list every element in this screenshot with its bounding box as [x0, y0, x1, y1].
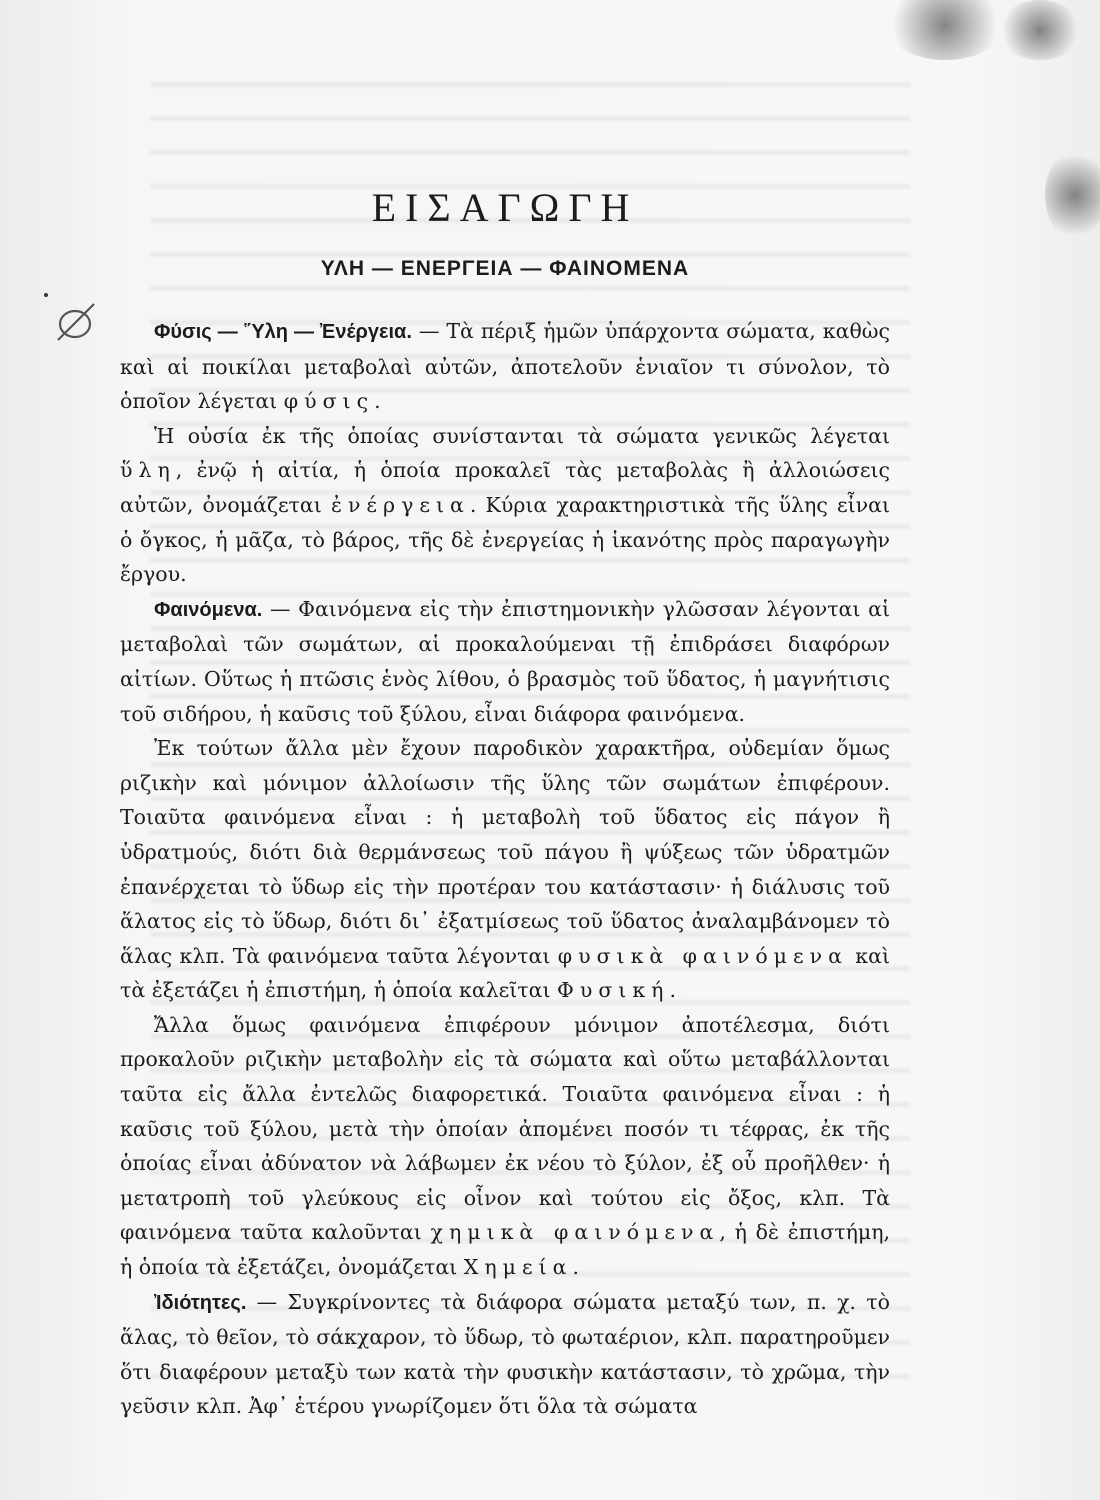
paragraph — [120, 1285, 890, 1424]
stray-dot — [44, 293, 48, 297]
paragraph-text: . — [374, 389, 381, 414]
chapter-subtitle: ΥΛΗ — ΕΝΕΡΓΕΙΑ — ΦΑΙΝΟΜΕΝΑ — [320, 257, 690, 280]
ink-smudge — [885, 0, 1005, 60]
paragraph-text: . — [669, 978, 676, 1003]
paragraph-heading-term: Φαινόμενα. — [154, 598, 263, 621]
chapter-title: ΕΙΣΑΓΩΓΗ — [371, 185, 639, 230]
paragraph-text: — Συγκρίνοντες τὰ διάφορα σώματα μεταξύ των, π. χ. τὸ ἅλας, τὸ θεῖον, τὸ σάκχαρον, τὸ ὕδωρ, τὸ φωταέριον, κλπ. παρατηροῦμεν ὅτι διαφέρουν μεταξὺ των κατὰ τὴν φυσικὴν κατάστασιν, τὸ χρῶμα, τὴν γεῦσιν κλπ. Ἀφ᾽ ἑτέρου γνωρίζομεν ὅτι ὅλα τὰ σώματα — [120, 1289, 890, 1419]
paragraph-text: καὶ τὰ ἐξετάζει ἡ ἐπιστήμη, ἡ ὁποία καλεῖται — [120, 943, 890, 1003]
document-body — [120, 180, 890, 1424]
paragraph-heading-term: Φύσις — Ὕλη — Ἐνέργεια. — [154, 321, 412, 343]
paragraph-text: Ἄλλα ὅμως φαινόμενα ἐπιφέρουν μόνιμον ἀποτέλεσμα, διότι προκαλοῦν ριζικὴν μεταβολὴν εἰς τὰ σώματα καὶ οὕτω μεταβάλλονται ταῦτα εἰς ἄλλα ἐντελῶς διαφορετικά. Τοιαῦτα φαινόμενα εἶναι : ἡ καῦσις τοῦ ξύλου, μετὰ τὴν ὁποίαν ἀπομένει ποσόν τι τέφρας, ἐκ τῆς ὁποίας εἶναι ἀδύνατον νὰ λάβωμεν ἐκ νέου τὸ ξύλον, ἐξ οὗ προῆλθεν· ἡ μετατροπὴ τοῦ γλεύκους εἰς οἶνον καὶ τούτου εἰς ὄξος, κλπ. Τὰ φαινόμενα ταῦτα καλοῦνται — [120, 1012, 890, 1245]
paragraph-heading-term: Ἰδιότητες. — [154, 1291, 247, 1314]
spaced-emphasis-term: ἐνέργεια — [330, 492, 470, 517]
paragraph — [120, 1008, 890, 1285]
paragraph — [120, 419, 890, 592]
paragraph — [120, 731, 890, 1008]
paragraph-text: , ἡ δὲ ἐπιστήμη, ἡ ὁποία τὰ ἐξετάζει, ὀνομάζεται — [120, 1220, 890, 1280]
spaced-emphasis-term: Χημεία — [463, 1255, 573, 1280]
spaced-emphasis-term: φυσικὰ φαινόμενα — [557, 943, 848, 968]
pencil-margin-mark-icon — [52, 300, 102, 344]
spaced-emphasis-term: ὕλη — [120, 458, 176, 483]
ink-smudge — [1045, 150, 1100, 240]
paragraph-text: Ἡ οὐσία ἐκ τῆς ὁποίας συνίστανται τὰ σώματα γενικῶς λέγεται — [154, 423, 890, 448]
paragraph-text: — Φαινόμενα εἰς τὴν ἐπιστημονικὴν γλῶσσαν λέγονται αἱ μεταβολαὶ τῶν σωμάτων, αἱ προκαλούμεναι τῇ ἐπιδράσει διαφόρων αἰτίων. Οὕτως ἡ πτῶσις ἑνὸς λίθου, ὁ βρασμὸς τοῦ ὕδατος, ἡ μαγνήτισις τοῦ σιδήρου, ἡ καῦσις τοῦ ξύλου, εἶναι διάφορα φαινόμενα. — [120, 596, 890, 726]
spaced-emphasis-term: Φυσική — [557, 978, 670, 1003]
paragraph-text: — Τὰ πέριξ ἡμῶν ὑπάρχοντα σώματα, καθὼς καὶ αἱ ποικίλαι μεταβολαὶ αὐτῶν, ἀποτελοῦν ἑνιαῖον τι σύνολον, τὸ ὁποῖον λέγεται — [120, 319, 890, 414]
ink-smudge — [1000, 0, 1080, 60]
paragraphs — [120, 314, 890, 1424]
spaced-emphasis-term: φύσις — [283, 389, 375, 414]
spaced-emphasis-term: χημικὰ φαινόμενα — [430, 1220, 720, 1245]
paragraph — [120, 592, 890, 731]
paragraph-text: , ἐνῷ ἡ αἰτία, ἡ ὁποία προκαλεῖ τὰς μεταβολὰς ἢ ἀλλοιώσεις αὐτῶν, ὀνομάζεται — [120, 458, 890, 517]
paragraph-text: Ἐκ τούτων ἄλλα μὲν ἔχουν παροδικὸν χαρακτῆρα, οὐδεμίαν ὅμως ριζικὴν καὶ μόνιμον ἀλλοίωσιν τῆς ὕλης τῶν σωμάτων ἐπιφέρουν. Τοιαῦτα φαινόμενα εἶναι : ἡ μεταβολὴ τοῦ ὕδατος εἰς πάγον ἢ ὑδρατμούς, διότι διὰ θερμάνσεως τοῦ πάγου ἢ ψύξεως τῶν ὑδρατμῶν ἐπανέρχεται τὸ ὕδωρ εἰς τὴν προτέραν του κατάστασιν· ἡ διάλυσις τοῦ ἅλατος εἰς τὸ ὕδωρ, διότι δι᾽ ἐξατμίσεως τοῦ ὕδατος ἀναλαμβάνομεν τὸ ἅλας κλπ. Τὰ φαινόμενα ταῦτα λέγονται — [120, 736, 890, 968]
paragraph-text: . Κύρια χαρακτηριστικὰ τῆς ὕλης εἶναι ὁ ὄγκος, ἡ μᾶζα, τὸ βάρος, τῆς δὲ ἐνεργείας ἡ ἱκανότης πρὸς παραγωγὴν ἔργου. — [120, 492, 890, 587]
paragraph-text: . — [572, 1255, 579, 1280]
paragraph — [120, 314, 890, 419]
